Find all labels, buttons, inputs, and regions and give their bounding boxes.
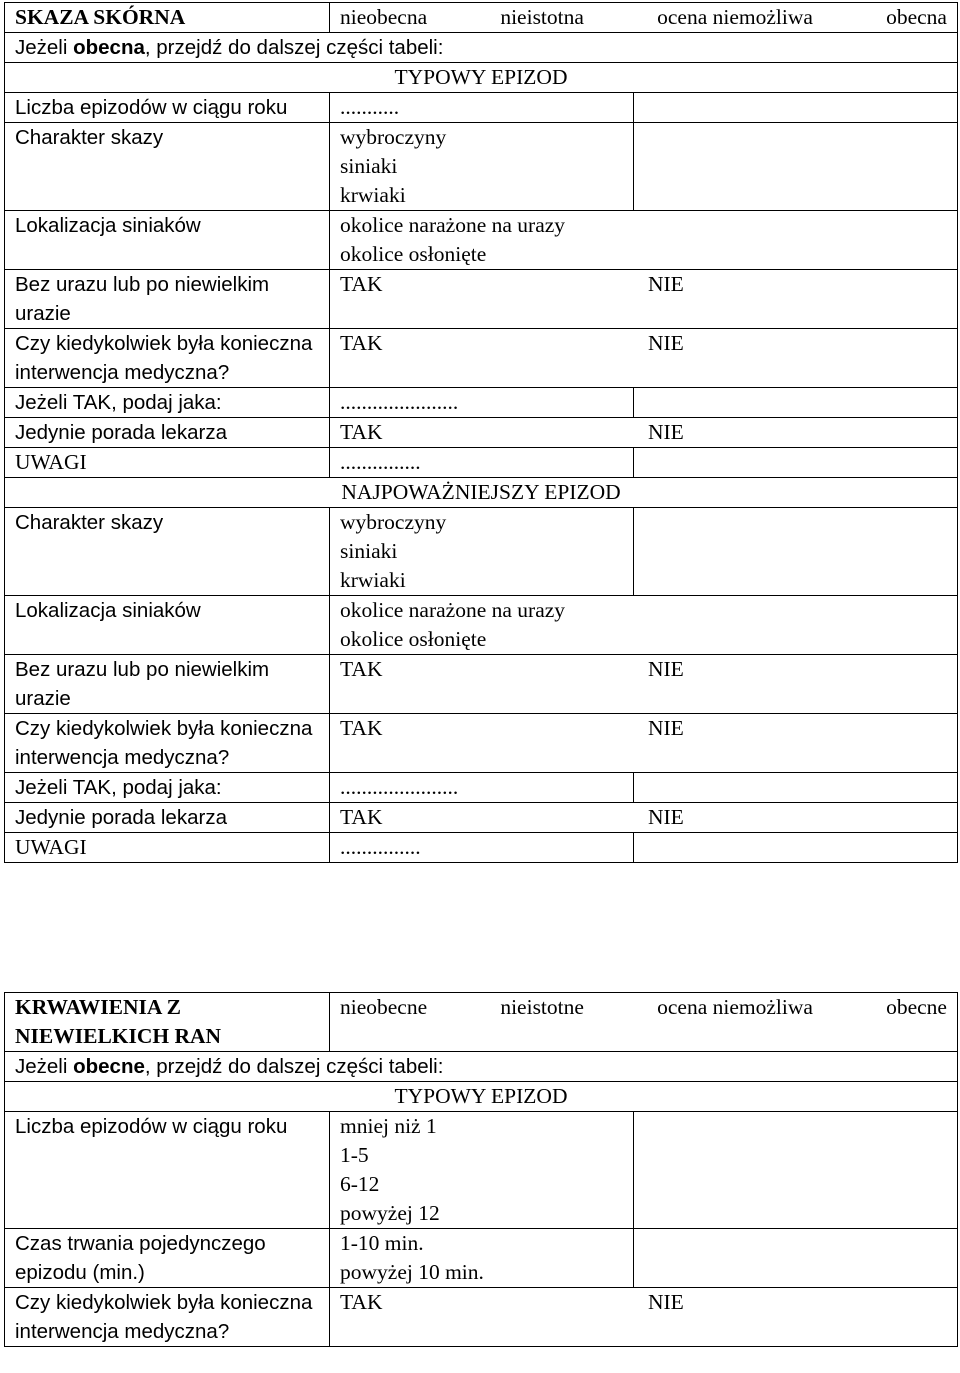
option-nie[interactable]: NIE bbox=[648, 1290, 684, 1314]
option-tak[interactable]: TAK bbox=[340, 716, 383, 740]
bez-urazu-choice bbox=[330, 270, 958, 329]
empty-cell bbox=[634, 123, 958, 211]
lokalizacja-options bbox=[330, 211, 958, 270]
empty-cell bbox=[634, 1229, 958, 1288]
option-okolice-narazone[interactable]: okolice narażone na urazy bbox=[340, 213, 566, 237]
instruction-bold: obecna bbox=[73, 36, 145, 59]
liczba-epizodow-options bbox=[330, 1112, 634, 1229]
porada-choice bbox=[330, 418, 958, 448]
option-nieistotne[interactable]: nieistotne bbox=[500, 995, 584, 1019]
interwencja-choice bbox=[330, 329, 958, 388]
instruction-text: Jeżeli bbox=[15, 1055, 74, 1078]
uwagi-label: UWAGI bbox=[5, 448, 330, 478]
instruction-text: Jeżeli bbox=[15, 36, 74, 59]
skaza-table bbox=[4, 2, 958, 863]
jaka-label: Jeżeli TAK, podaj jaka: bbox=[5, 388, 330, 418]
option-obecna[interactable]: obecna bbox=[886, 5, 947, 29]
option-nieobecna[interactable]: nieobecna bbox=[340, 5, 428, 29]
option-tak[interactable]: TAK bbox=[340, 272, 383, 296]
krwawienia-header-row bbox=[5, 993, 958, 1052]
lokalizacja-label: Lokalizacja siniaków bbox=[5, 211, 330, 270]
interwencja-choice bbox=[330, 714, 958, 773]
option-tak[interactable]: TAK bbox=[340, 1290, 383, 1314]
skaza-options bbox=[330, 3, 958, 33]
option-nie[interactable]: NIE bbox=[648, 805, 684, 829]
option-nie[interactable]: NIE bbox=[648, 331, 684, 355]
empty-cell bbox=[634, 448, 958, 478]
charakter-skazy-options bbox=[330, 123, 634, 211]
lokalizacja-label: Lokalizacja siniaków bbox=[5, 596, 330, 655]
porada-label: Jedynie porada lekarza bbox=[5, 803, 330, 833]
option-tak[interactable]: TAK bbox=[340, 805, 383, 829]
option-okolice-narazone[interactable]: okolice narażone na urazy bbox=[340, 598, 566, 622]
lokalizacja-options bbox=[330, 596, 958, 655]
liczba-epizodow-value[interactable]: ........... bbox=[330, 93, 634, 123]
uwagi-value[interactable]: ............... bbox=[330, 833, 634, 863]
instruction-text-rest: , przejdź do dalszej części tabeli: bbox=[144, 36, 444, 59]
option-mniej-niz-1[interactable]: mniej niż 1 bbox=[340, 1114, 437, 1138]
option-tak[interactable]: TAK bbox=[340, 657, 383, 681]
option-tak[interactable]: TAK bbox=[340, 420, 383, 444]
bez-urazu-choice bbox=[330, 655, 958, 714]
empty-cell bbox=[634, 833, 958, 863]
uwagi-label: UWAGI bbox=[5, 833, 330, 863]
bez-urazu-label: Bez urazu lub po niewielkim urazie bbox=[5, 270, 330, 329]
porada-label: Jedynie porada lekarza bbox=[5, 418, 330, 448]
interwencja-choice bbox=[330, 1288, 958, 1347]
skaza-title: SKAZA SKÓRNA bbox=[5, 3, 330, 33]
typowy-epizod-header: TYPOWY EPIZOD bbox=[5, 63, 958, 93]
option-okolice-osloniete[interactable]: okolice osłonięte bbox=[340, 242, 487, 266]
option-1-5[interactable]: 1-5 bbox=[340, 1143, 369, 1167]
porada-choice bbox=[330, 803, 958, 833]
interwencja-label: Czy kiedykolwiek była konieczna interwencja medyczna? bbox=[5, 329, 330, 388]
skaza-instruction bbox=[5, 33, 958, 63]
option-okolice-osloniete[interactable]: okolice osłonięte bbox=[340, 627, 487, 651]
option-siniaki[interactable]: siniaki bbox=[340, 154, 398, 178]
krwawienia-table bbox=[4, 992, 958, 1347]
empty-cell bbox=[634, 508, 958, 596]
option-powyzej-12[interactable]: powyżej 12 bbox=[340, 1201, 440, 1225]
option-powyzej-10-min[interactable]: powyżej 10 min. bbox=[340, 1260, 484, 1284]
option-krwiaki[interactable]: krwiaki bbox=[340, 183, 406, 207]
option-siniaki[interactable]: siniaki bbox=[340, 539, 398, 563]
option-1-10-min[interactable]: 1-10 min. bbox=[340, 1231, 424, 1255]
option-6-12[interactable]: 6-12 bbox=[340, 1172, 380, 1196]
liczba-epizodow-label: Liczba epizodów w ciągu roku bbox=[5, 1112, 330, 1229]
option-nieobecne[interactable]: nieobecne bbox=[340, 995, 428, 1019]
krwawienia-options bbox=[330, 993, 958, 1052]
option-nie[interactable]: NIE bbox=[648, 716, 684, 740]
najpowazniejszy-epizod-header: NAJPOWAŻNIEJSZY EPIZOD bbox=[5, 478, 958, 508]
jaka-label: Jeżeli TAK, podaj jaka: bbox=[5, 773, 330, 803]
option-obecne[interactable]: obecne bbox=[886, 995, 947, 1019]
czas-trwania-label: Czas trwania pojedynczego epizodu (min.) bbox=[5, 1229, 330, 1288]
empty-cell bbox=[634, 388, 958, 418]
typowy-epizod-header: TYPOWY EPIZOD bbox=[5, 1082, 958, 1112]
charakter-skazy-label: Charakter skazy bbox=[5, 123, 330, 211]
empty-cell bbox=[634, 773, 958, 803]
option-tak[interactable]: TAK bbox=[340, 331, 383, 355]
instruction-bold: obecne bbox=[73, 1055, 145, 1078]
option-wybroczyny[interactable]: wybroczyny bbox=[340, 125, 447, 149]
option-krwiaki[interactable]: krwiaki bbox=[340, 568, 406, 592]
empty-cell bbox=[634, 1112, 958, 1229]
interwencja-label: Czy kiedykolwiek była konieczna interwencja medyczna? bbox=[5, 1288, 330, 1347]
charakter-skazy-options bbox=[330, 508, 634, 596]
bez-urazu-label: Bez urazu lub po niewielkim urazie bbox=[5, 655, 330, 714]
jaka-value[interactable]: ...................... bbox=[330, 773, 634, 803]
instruction-text-rest: , przejdź do dalszej części tabeli: bbox=[144, 1055, 444, 1078]
uwagi-value[interactable]: ............... bbox=[330, 448, 634, 478]
skaza-header-row bbox=[5, 3, 958, 33]
jaka-value[interactable]: ...................... bbox=[330, 388, 634, 418]
krwawienia-instruction bbox=[5, 1052, 958, 1082]
option-wybroczyny[interactable]: wybroczyny bbox=[340, 510, 447, 534]
charakter-skazy-label: Charakter skazy bbox=[5, 508, 330, 596]
liczba-epizodow-label: Liczba epizodów w ciągu roku bbox=[5, 93, 330, 123]
option-ocena-niemozliwa[interactable]: ocena niemożliwa bbox=[657, 5, 813, 29]
option-ocena-niemozliwa[interactable]: ocena niemożliwa bbox=[657, 995, 813, 1019]
option-nieistotna[interactable]: nieistotna bbox=[500, 5, 584, 29]
option-nie[interactable]: NIE bbox=[648, 420, 684, 444]
empty-cell bbox=[634, 93, 958, 123]
option-nie[interactable]: NIE bbox=[648, 272, 684, 296]
krwawienia-title: KRWAWIENIA Z NIEWIELKICH RAN bbox=[5, 993, 330, 1052]
interwencja-label: Czy kiedykolwiek była konieczna interwencja medyczna? bbox=[5, 714, 330, 773]
option-nie[interactable]: NIE bbox=[648, 657, 684, 681]
czas-trwania-options bbox=[330, 1229, 634, 1288]
